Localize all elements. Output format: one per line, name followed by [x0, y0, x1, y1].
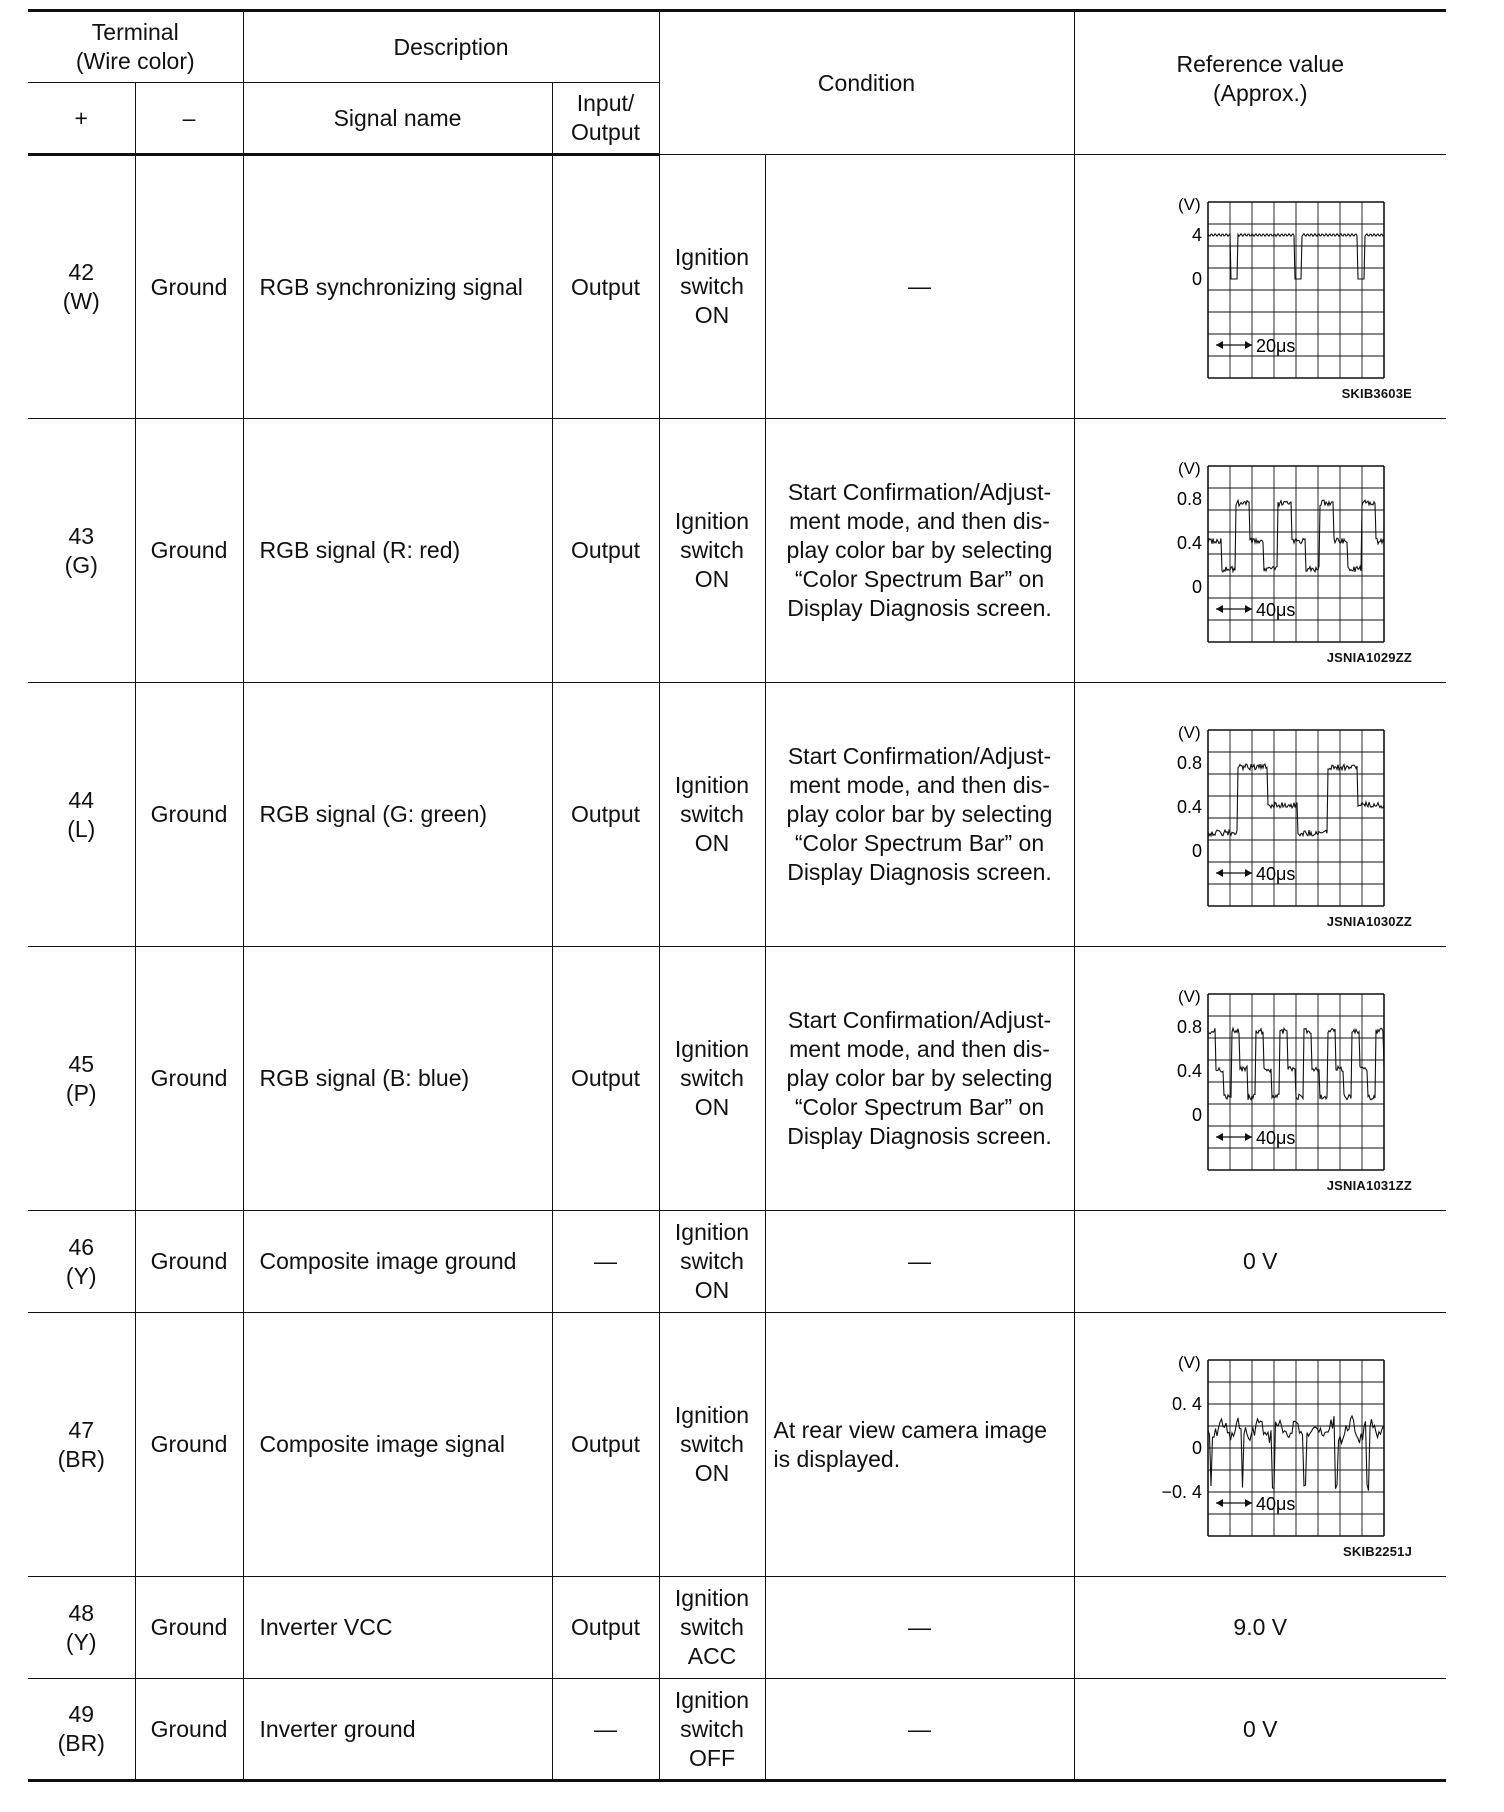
tick-label: 0: [1192, 576, 1203, 597]
table-row: [28, 1313, 1446, 1577]
ignition-switch: Ignition switch ON: [659, 1313, 765, 1577]
table-row: [28, 155, 1446, 419]
terminal-ground: Ground: [135, 1577, 243, 1679]
table-row: [28, 683, 1446, 947]
terminal-number: 43 (G): [28, 419, 135, 683]
table-row: [28, 419, 1446, 683]
condition-text: —: [765, 1211, 1074, 1313]
reference-value: [1074, 419, 1446, 683]
input-output: Output: [552, 419, 659, 683]
table-row: [28, 947, 1446, 1211]
signal-name: Composite image ground: [243, 1211, 552, 1313]
terminal-number: 42 (W): [28, 155, 135, 419]
time-arrow-head: [1216, 341, 1223, 349]
time-label: 20μs: [1256, 335, 1296, 356]
ignition-switch: Ignition switch ON: [659, 683, 765, 947]
terminal-number: 46 (Y): [28, 1211, 135, 1313]
condition-text: Start Confirmation/Adjust- ment mode, and then dis- play color bar by selecting “Color Spectrum Bar” on Display Diagnosis screen.: [765, 947, 1074, 1211]
table-row: [28, 1577, 1446, 1679]
tick-label: −0. 4: [1161, 1481, 1203, 1502]
waveform-graph: [1120, 708, 1400, 908]
terminal-ground: Ground: [135, 1211, 243, 1313]
signal-name: Inverter ground: [243, 1679, 552, 1781]
time-arrow-head: [1245, 869, 1252, 877]
reference-value: [1074, 155, 1446, 419]
condition-text: —: [765, 1577, 1074, 1679]
tick-label: 0.4: [1177, 532, 1203, 553]
figure-code: JSNIA1031ZZ: [1326, 1178, 1413, 1193]
reference-value: [1074, 947, 1446, 1211]
tick-label: 0.4: [1177, 1060, 1203, 1081]
header-terminal: Terminal (Wire color): [28, 11, 243, 83]
table-row: [28, 1679, 1446, 1781]
terminal-number: 47 (BR): [28, 1313, 135, 1577]
tick-label: 0.8: [1177, 488, 1203, 509]
unit-label: (V): [1178, 194, 1201, 214]
terminal-ground: Ground: [135, 1679, 243, 1781]
figure-code: SKIB3603E: [1341, 386, 1413, 401]
terminal-ground: Ground: [135, 155, 243, 419]
time-arrow-head: [1216, 1499, 1223, 1507]
ignition-switch: Ignition switch ON: [659, 419, 765, 683]
time-arrow-head: [1216, 869, 1223, 877]
header-input-output: Input/ Output: [552, 83, 659, 155]
time-label: 40μs: [1256, 599, 1296, 620]
ignition-switch: Ignition switch ON: [659, 155, 765, 419]
tick-label: 0: [1192, 1104, 1203, 1125]
signal-name: RGB signal (G: green): [243, 683, 552, 947]
condition-text: —: [765, 1679, 1074, 1781]
condition-text: Start Confirmation/Adjust- ment mode, and then dis- play color bar by selecting “Color Spectrum Bar” on Display Diagnosis screen.: [765, 683, 1074, 947]
condition-text: Start Confirmation/Adjust- ment mode, and then dis- play color bar by selecting “Color Spectrum Bar” on Display Diagnosis screen.: [765, 419, 1074, 683]
unit-label: (V): [1178, 1352, 1201, 1372]
time-arrow-head: [1216, 605, 1223, 613]
input-output: Output: [552, 1577, 659, 1679]
terminal-ground: Ground: [135, 1313, 243, 1577]
time-arrow-head: [1216, 1133, 1223, 1141]
signal-name: Inverter VCC: [243, 1577, 552, 1679]
time-label: 40μs: [1256, 863, 1296, 884]
tick-label: 0. 4: [1172, 1393, 1203, 1414]
tick-label: 0: [1192, 268, 1203, 289]
tick-label: 0: [1192, 1437, 1203, 1458]
reference-value: [1074, 683, 1446, 947]
tick-label: 4: [1192, 224, 1203, 245]
reference-value: 9.0 V: [1074, 1577, 1446, 1679]
waveform-graph: [1120, 972, 1400, 1172]
tick-label: 0.4: [1177, 796, 1203, 817]
tick-label: 0.8: [1177, 1016, 1203, 1037]
condition-text: At rear view camera image is displayed.: [765, 1313, 1074, 1577]
terminal-number: 45 (P): [28, 947, 135, 1211]
figure-code: SKIB2251J: [1343, 1544, 1413, 1559]
time-arrow-head: [1245, 605, 1252, 613]
waveform-graph: [1120, 180, 1400, 380]
input-output: Output: [552, 683, 659, 947]
terminal-ground: Ground: [135, 683, 243, 947]
waveform-graph: [1120, 444, 1400, 644]
header-description: Description: [243, 11, 659, 83]
terminal-number: 49 (BR): [28, 1679, 135, 1781]
unit-label: (V): [1178, 458, 1201, 478]
input-output: Output: [552, 155, 659, 419]
signal-name: RGB synchronizing signal: [243, 155, 552, 419]
header-reference: Reference value (Approx.): [1074, 11, 1446, 155]
waveform-graph: [1120, 1338, 1400, 1538]
terminal-ground: Ground: [135, 947, 243, 1211]
ignition-switch: Ignition switch ACC: [659, 1577, 765, 1679]
reference-value: [1074, 1313, 1446, 1577]
header-signal-name: Signal name: [243, 83, 552, 155]
figure-code: JSNIA1029ZZ: [1326, 650, 1413, 665]
time-label: 40μs: [1256, 1127, 1296, 1148]
time-label: 40μs: [1256, 1493, 1296, 1514]
input-output: —: [552, 1211, 659, 1313]
ignition-switch: Ignition switch OFF: [659, 1679, 765, 1781]
figure-code: JSNIA1030ZZ: [1326, 914, 1413, 929]
input-output: Output: [552, 1313, 659, 1577]
signal-name: Composite image signal: [243, 1313, 552, 1577]
header-condition: Condition: [659, 11, 1074, 155]
condition-text: —: [765, 155, 1074, 419]
time-arrow-head: [1245, 1499, 1252, 1507]
header-plus: +: [28, 83, 135, 155]
unit-label: (V): [1178, 986, 1201, 1006]
tick-label: 0.8: [1177, 752, 1203, 773]
table-row: [28, 1211, 1446, 1313]
reference-value: 0 V: [1074, 1679, 1446, 1781]
reference-value: 0 V: [1074, 1211, 1446, 1313]
terminal-ground: Ground: [135, 419, 243, 683]
terminal-table: [28, 9, 1446, 1782]
signal-name: RGB signal (R: red): [243, 419, 552, 683]
signal-name: RGB signal (B: blue): [243, 947, 552, 1211]
input-output: —: [552, 1679, 659, 1781]
header-minus: –: [135, 83, 243, 155]
input-output: Output: [552, 947, 659, 1211]
ignition-switch: Ignition switch ON: [659, 947, 765, 1211]
time-arrow-head: [1245, 341, 1252, 349]
terminal-number: 44 (L): [28, 683, 135, 947]
tick-label: 0: [1192, 840, 1203, 861]
ignition-switch: Ignition switch ON: [659, 1211, 765, 1313]
terminal-number: 48 (Y): [28, 1577, 135, 1679]
time-arrow-head: [1245, 1133, 1252, 1141]
unit-label: (V): [1178, 722, 1201, 742]
